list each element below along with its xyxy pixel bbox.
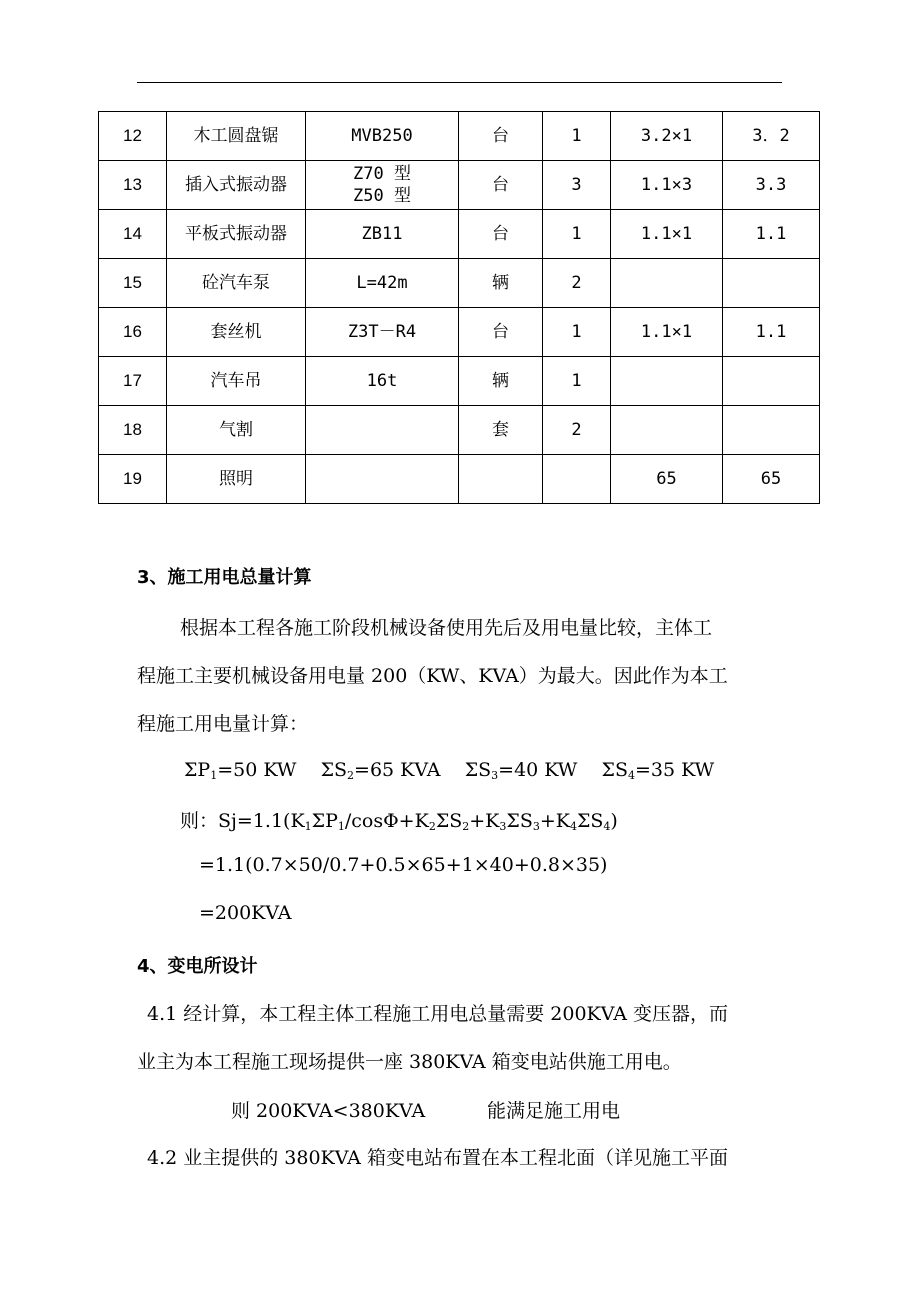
cell-no: 19	[99, 455, 167, 504]
cell-total: 65	[723, 455, 820, 504]
cell-power: 1.1×1	[611, 210, 723, 259]
section3-para-line2: 程施工主要机械设备用电量 200（KW、KVA）为最大。因此作为本工	[137, 665, 728, 687]
cell-qty: 3	[543, 161, 611, 210]
cell-name: 气割	[167, 406, 306, 455]
cell-model	[306, 406, 459, 455]
cell-name: 插入式振动器	[167, 161, 306, 210]
table-row	[99, 259, 820, 308]
cell-model	[306, 210, 459, 259]
cell-model	[306, 112, 459, 161]
cell-total	[723, 259, 820, 308]
cell-total: 1.1	[723, 210, 820, 259]
cell-name: 木工圆盘锯	[167, 112, 306, 161]
cell-name: 砼汽车泵	[167, 259, 306, 308]
model-line: MVB250	[351, 126, 413, 146]
cell-power: 65	[611, 455, 723, 504]
table-row	[99, 357, 820, 406]
table-row	[99, 210, 820, 259]
sum-s2: $\Sigma S_2=65$ KVA	[320, 759, 441, 782]
cell-qty: 2	[543, 259, 611, 308]
table-row	[99, 308, 820, 357]
table-row	[99, 112, 820, 161]
cell-unit: 台	[459, 210, 543, 259]
cell-total: 1.1	[723, 308, 820, 357]
cell-model	[306, 259, 459, 308]
cell-unit: 辆	[459, 259, 543, 308]
cell-power: 1.1×3	[611, 161, 723, 210]
sum-p1: $\Sigma P_1=50$ KW	[184, 759, 297, 782]
section3-heading: 3、施工用电总量计算	[137, 567, 312, 588]
cell-qty: 2	[543, 406, 611, 455]
cell-no: 16	[99, 308, 167, 357]
table-row	[99, 406, 820, 455]
table-row	[99, 161, 820, 210]
cell-no: 14	[99, 210, 167, 259]
cell-power	[611, 259, 723, 308]
cell-no: 12	[99, 112, 167, 161]
cell-model	[306, 161, 459, 210]
cell-unit: 台	[459, 308, 543, 357]
cell-unit: 台	[459, 161, 543, 210]
cell-qty: 1	[543, 308, 611, 357]
p42-line1: 4.2 业主提供的 380KVA 箱变电站布置在本工程北面（详见施工平面	[147, 1147, 728, 1169]
model-line: Z50 型	[353, 186, 411, 206]
cell-no: 13	[99, 161, 167, 210]
cell-unit: 台	[459, 112, 543, 161]
cell-total	[723, 406, 820, 455]
cell-no: 17	[99, 357, 167, 406]
cell-qty: 1	[543, 210, 611, 259]
table-row	[99, 455, 820, 504]
model-line: L=42m	[356, 273, 408, 293]
cell-name: 汽车吊	[167, 357, 306, 406]
calc-line: =1.1(0.7×50/0.7+0.5×65+1×40+0.8×35)	[199, 854, 608, 876]
cell-qty: 1	[543, 112, 611, 161]
cell-model	[306, 357, 459, 406]
section4-heading: 4、变电所设计	[137, 956, 258, 977]
model-line: Z3T－R4	[347, 322, 417, 342]
cell-model	[306, 455, 459, 504]
cell-name: 套丝机	[167, 308, 306, 357]
sum-s3: $\Sigma S_3=40$ KW	[464, 759, 578, 782]
cell-unit: 辆	[459, 357, 543, 406]
cell-qty: 1	[543, 357, 611, 406]
cell-power: 1.1×1	[611, 308, 723, 357]
model-line: ZB11	[361, 224, 403, 244]
formula-line: 则：$Sj=1.1(K_1\Sigma P_1/\cos\Phi+K_2\Sigma S_2+K_3\Sigma S_3+K_4\Sigma S_4)$	[180, 810, 618, 833]
equipment-table	[98, 111, 820, 504]
section3-para-line1: 根据本工程各施工阶段机械设备使用先后及用电量比较，主体工	[180, 617, 713, 639]
model-line: Z70 型	[353, 164, 411, 184]
compare-right: 能满足施工用电	[487, 1100, 621, 1122]
cell-power	[611, 357, 723, 406]
sum-s4: $\Sigma S_4=35$ KW	[601, 759, 715, 782]
header-rule	[137, 82, 782, 83]
cell-power	[611, 406, 723, 455]
cell-no: 15	[99, 259, 167, 308]
cell-total: 3.3	[723, 161, 820, 210]
model-line: 16t	[366, 371, 398, 391]
cell-unit: 套	[459, 406, 543, 455]
cell-no: 18	[99, 406, 167, 455]
cell-model	[306, 308, 459, 357]
p41-line1: 4.1 经计算，本工程主体工程施工用电总量需要 200KVA 变压器，而	[147, 1003, 728, 1025]
result-line: =200KVA	[199, 902, 292, 924]
cell-name: 照明	[167, 455, 306, 504]
cell-total	[723, 357, 820, 406]
cell-power: 3.2×1	[611, 112, 723, 161]
compare-left: 则 200KVA<380KVA	[231, 1100, 426, 1122]
p41-line2: 业主为本工程施工现场提供一座 380KVA 箱变电站供施工用电。	[137, 1051, 682, 1073]
cell-unit	[459, 455, 543, 504]
power-sums-line	[184, 759, 714, 782]
cell-total: 3．2	[723, 112, 820, 161]
cell-qty	[543, 455, 611, 504]
cell-name: 平板式振动器	[167, 210, 306, 259]
section3-para-line3: 程施工用电量计算：	[137, 713, 309, 735]
